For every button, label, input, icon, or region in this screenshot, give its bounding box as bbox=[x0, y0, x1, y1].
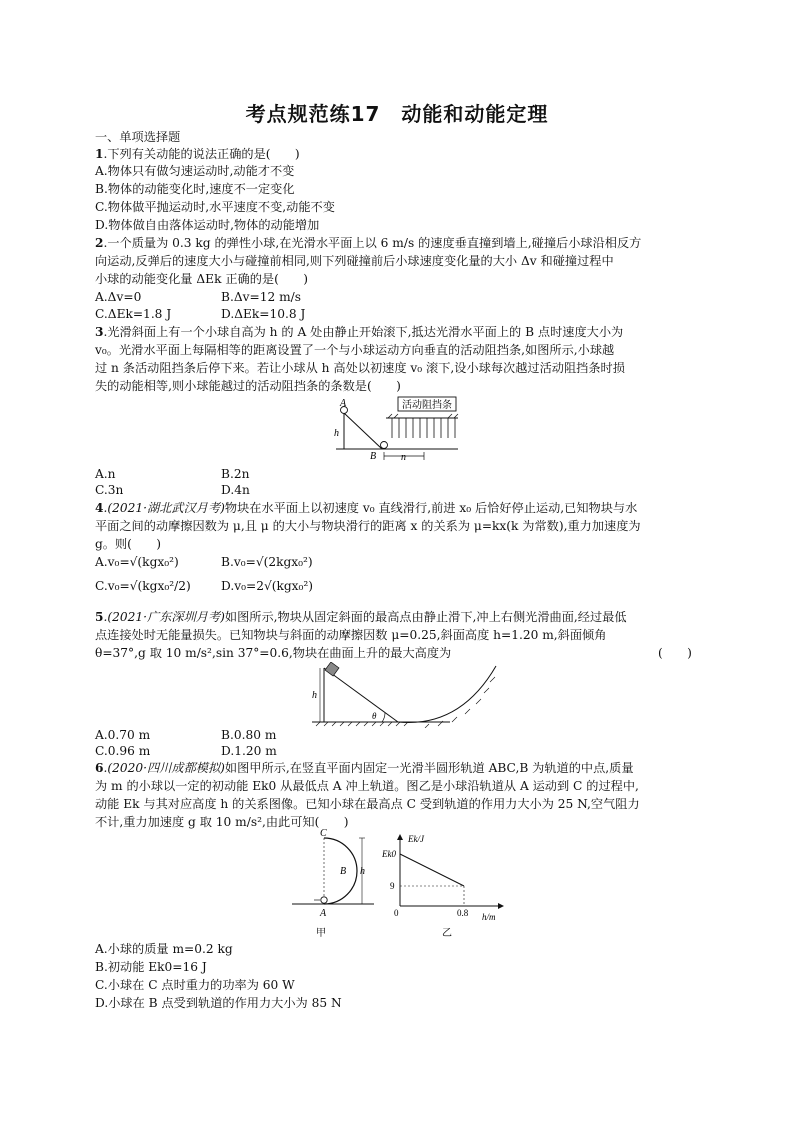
q1-number: 1 bbox=[95, 147, 104, 161]
q3-option-d: D.4n bbox=[221, 483, 250, 497]
q6-figure-yi bbox=[382, 832, 512, 944]
q5-text-1: 如图所示,物块从固定斜面的最高点由静止滑下,冲上右侧光滑曲面,经过最低 bbox=[224, 610, 627, 624]
q5-fig-label-theta: θ bbox=[372, 711, 377, 721]
q4-line-1 bbox=[95, 500, 637, 516]
q5-option-b: B.0.80 m bbox=[221, 728, 277, 742]
q3-line-4: 失的动能相等,则小球能越过的活动阻挡条的条数是( ) bbox=[95, 379, 401, 393]
q6-yi-caption: 乙 bbox=[442, 928, 452, 939]
q6-jia-label-a: A bbox=[320, 908, 327, 919]
q1-option-c: C.物体做平抛运动时,水平速度不变,动能不变 bbox=[95, 200, 335, 214]
q6-number: 6 bbox=[95, 761, 104, 775]
q1-option-a: A.物体只有做匀速运动时,动能才不变 bbox=[95, 164, 295, 178]
q2-option-a: A.Δv=0 bbox=[95, 290, 142, 304]
q6-yi-xlabel: h/m bbox=[482, 912, 496, 922]
q6-jia-label-h: h bbox=[360, 866, 365, 877]
q1-stem bbox=[95, 146, 300, 162]
q4-line-3: g。则( ) bbox=[95, 537, 162, 551]
q6-jia-label-b: B bbox=[340, 866, 347, 877]
q6-line-3: 动能 Ek 与其对应高度 h 的关系图像。已知小球在最高点 C 受到轨道的作用力大小为 25 N,空气阻力 bbox=[95, 797, 640, 811]
q3-fig-label-n: n bbox=[401, 452, 406, 462]
q2-option-d: D.ΔEk=10.8 J bbox=[221, 307, 306, 321]
q3-option-a: A.n bbox=[95, 467, 116, 481]
q3-fig-label-box: 活动阻挡条 bbox=[402, 400, 452, 411]
q6-yi-ylabel: Ek/J bbox=[408, 834, 424, 844]
q3-option-c: C.3n bbox=[95, 483, 124, 497]
q3-text-1: .光滑斜面上有一个小球自高为 h 的 A 处由静止开始滚下,抵达光滑水平面上的 B 点时速度大小为 bbox=[103, 325, 624, 339]
q5-answer-paren: ( ) bbox=[658, 646, 692, 660]
q2-option-c: C.ΔEk=1.8 J bbox=[95, 307, 172, 321]
q1-option-d: D.物体做自由落体运动时,物体的动能增加 bbox=[95, 218, 320, 232]
q3-line-2: v₀。光滑水平面上每隔相等的距离设置了一个与小球运动方向垂直的活动阻挡条,如图所示,小球越 bbox=[95, 343, 615, 357]
q2-text-1: .一个质量为 0.3 kg 的弹性小球,在光滑水平面上以 6 m/s 的速度垂直撞到墙上,碰撞后小球沿相反方 bbox=[103, 236, 642, 250]
q5-figure bbox=[310, 662, 500, 728]
q5-line-1 bbox=[95, 609, 627, 625]
q6-line-2: 为 m 的小球以一定的初动能 Ek0 从最低点 A 冲上轨道。图乙是小球沿轨道从 A 运动到 C 的过程中, bbox=[95, 779, 639, 793]
q4-option-a: A.v₀=√(kgx₀²) bbox=[95, 555, 179, 569]
q2-line-1 bbox=[95, 235, 641, 251]
q3-option-b: B.2n bbox=[221, 467, 250, 481]
q5-fig-label-h: h bbox=[312, 690, 317, 701]
q5-option-d: D.1.20 m bbox=[221, 744, 277, 758]
q3-line-3: 过 n 条活动阻挡条后停下来。若让小球从 h 高处以初速度 v₀ 滚下,设小球每次越过活动阻挡条时损 bbox=[95, 361, 625, 375]
q5-option-a: A.0.70 m bbox=[95, 728, 151, 742]
section-heading: 一、单项选择题 bbox=[95, 130, 181, 144]
q4-line-2: 平面之间的动摩擦因数为 μ,且 μ 的大小与物块滑行的距离 x 的关系为 μ=kx(k 为常数),重力加速度为 bbox=[95, 519, 641, 533]
q1-option-b: B.物体的动能变化时,速度不一定变化 bbox=[95, 182, 295, 196]
q3-line-1 bbox=[95, 324, 623, 340]
q4-text-1: 物块在水平面上以初速度 v₀ 直线滑行,前进 x₀ 后恰好停止运动,已知物块与水 bbox=[224, 501, 638, 515]
q2-number: 2 bbox=[95, 236, 104, 250]
q6-option-c: C.小球在 C 点时重力的功率为 60 W bbox=[95, 978, 295, 992]
q6-figure-jia bbox=[290, 828, 380, 944]
q2-line-3: 小球的动能变化量 ΔEk 正确的是( ) bbox=[95, 272, 308, 286]
q6-option-b: B.初动能 Ek0=16 J bbox=[95, 960, 207, 974]
q6-line-1 bbox=[95, 760, 634, 776]
q6-line-4: 不计,重力加速度 g 取 10 m/s²,由此可知( ) bbox=[95, 815, 349, 829]
q3-fig-label-a: A bbox=[340, 398, 347, 409]
q5-source: .(2021·广东深圳月考) bbox=[103, 610, 225, 624]
q6-yi-origin: 0 bbox=[394, 908, 399, 918]
q1-stem-text: .下列有关动能的说法正确的是( ) bbox=[103, 147, 300, 161]
q3-figure bbox=[326, 396, 466, 462]
q5-number: 5 bbox=[95, 610, 104, 624]
q6-yi-ek0: Ek0 bbox=[382, 849, 396, 859]
q2-line-2: 向运动,反弹后的速度大小与碰撞前相同,则下列碰撞前后小球速度变化量的大小 Δv 和碰撞过程中 bbox=[95, 254, 614, 268]
q4-source: .(2021·湖北武汉月考) bbox=[103, 501, 225, 515]
q6-yi-tick-9: 9 bbox=[390, 881, 395, 891]
q6-yi-tick-08: 0.8 bbox=[457, 908, 469, 918]
q6-jia-label-c: C bbox=[320, 828, 327, 839]
q4-option-d: D.v₀=2√(kgx₀²) bbox=[221, 579, 314, 593]
q6-option-a: A.小球的质量 m=0.2 kg bbox=[95, 942, 233, 956]
q4-option-b: B.v₀=√(2kgx₀²) bbox=[221, 555, 313, 569]
q4-number: 4 bbox=[95, 501, 104, 515]
q6-source: .(2020·四川成都模拟) bbox=[103, 761, 225, 775]
q3-fig-label-h: h bbox=[334, 428, 339, 439]
q5-line-2: 点连接处时无能量损失。已知物块与斜面的动摩擦因数 μ=0.25,斜面高度 h=1.20 m,斜面倾角 bbox=[95, 628, 607, 642]
q6-jia-caption: 甲 bbox=[316, 928, 326, 939]
q3-number: 3 bbox=[95, 325, 104, 339]
q2-option-b: B.Δv=12 m/s bbox=[221, 290, 302, 304]
q5-line-3: θ=37°,g 取 10 m/s²,sin 37°=0.6,物块在曲面上升的最大高度为 bbox=[95, 646, 452, 660]
q6-text-1: 如图甲所示,在竖直平面内固定一光滑半圆形轨道 ABC,B 为轨道的中点,质量 bbox=[224, 761, 634, 775]
page-title: 考点规范练17 动能和动能定理 bbox=[245, 102, 549, 126]
q5-option-c: C.0.96 m bbox=[95, 744, 151, 758]
q6-option-d: D.小球在 B 点受到轨道的作用力大小为 85 N bbox=[95, 996, 342, 1010]
q3-fig-label-b: B bbox=[370, 451, 377, 462]
q4-option-c: C.v₀=√(kgx₀²/2) bbox=[95, 579, 191, 593]
